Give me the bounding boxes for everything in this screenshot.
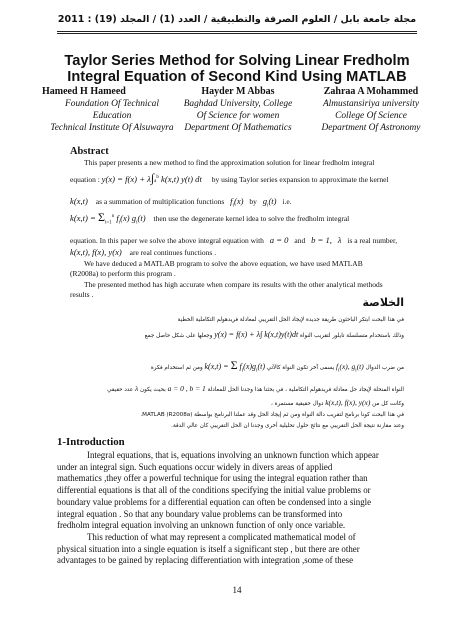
author-2	[176, 86, 300, 134]
arabic-text: ومن ثم استخدام فكرة	[150, 365, 203, 371]
author-affiliation: Foundation Of Technical	[65, 99, 159, 109]
arabic-text: النواة المنحلة لإيجاد حل معادلة فريدهولم التكاملية ، في بحثنا هذا وجدنا الحل للمعادلة	[207, 387, 404, 393]
author-name: Zahraa A Mohammed	[323, 86, 419, 97]
a-equals-0: a = 0	[269, 235, 289, 245]
intro-line: under an integral sign. Such equations occur widely in divers areas of applied	[57, 461, 333, 472]
author-affiliation: Department Of Mathematics	[184, 123, 292, 133]
kernel-sum-equation: $k(x,t) = \Sigma_{i=1}^n$ $f_i(x)$ $g_i(t)$	[70, 210, 146, 226]
arabic-line: في هذا البحث كونا برنامج لتقريب دالة النواة ومن ثم إيجاد الحل وقد عملنا البرنامج بواسطة MATLAB (R2008a).	[140, 412, 404, 418]
intro-line: advantages to be gained by replacing differentiation with integration ,some of these	[57, 555, 354, 566]
header-rule-2	[57, 33, 417, 34]
arabic-equation: y(x) = f(x) + λ∫ k(x,t)y(t)dt	[214, 330, 299, 339]
arabic-text: من ضرب الدوال	[365, 365, 404, 371]
intro-line: integral equation . So that any boundary value problems can be transformed into	[57, 508, 343, 519]
journal-header: مجلة جامعة بابل / العلوم الصرفة والتطبيقية / العدد (1) / المجلد (19) : 2011	[57, 14, 417, 25]
arabic-line	[70, 384, 404, 393]
header-rule	[57, 31, 417, 32]
abstract-text: by using Taylor series expansion to approximate the kernel	[211, 175, 389, 184]
arabic-text: بحيث يكون	[140, 387, 166, 393]
arabic-line: في هذا البحث ابتكر الباحثون طريقة جديدة لإيجاد الحل التقريبي لمعادلة فريدهولم التكاملية الخطية	[177, 317, 404, 323]
abstract-text: and	[294, 236, 306, 245]
arabic-kernel-sum: k(x,t) = Σ $f_i(x)g_i(t)$	[204, 358, 266, 374]
intro-line: This reduction of what may represent a complicated mathematical model of	[87, 531, 356, 542]
abstract-text: equation :	[70, 175, 100, 184]
abstract-line: The presented method has high accurate when compare its results with the other analytical methods	[84, 280, 383, 289]
abstract-text: as a summation of multiplication functions	[95, 197, 225, 206]
arabic-line	[70, 398, 404, 407]
intro-line: Integral equations, that is, equations involving an unknown function which appear	[87, 450, 379, 460]
author-affiliation: Education	[92, 111, 132, 121]
author-affiliation: Almustansiriya university	[322, 99, 420, 109]
author-affiliation: Technical Institute Of Alsuwayra	[50, 123, 174, 133]
abstract-line: results .	[70, 290, 94, 299]
author-3	[305, 86, 437, 134]
intro-line: physical situation into a single equation is itself a significant step , but there are other	[57, 543, 360, 554]
arabic-heading: الخلاصة	[362, 296, 404, 309]
abstract-text: by	[249, 197, 257, 206]
author-name: Hayder M Abbas	[201, 86, 275, 97]
author-affiliation: Department Of Astronomy	[321, 123, 421, 133]
paper-title-line1: Taylor Series Method for Solving Linear Fredholm	[64, 53, 410, 69]
abstract-line	[70, 247, 216, 259]
arabic-ab: a = 0 , b = 1	[167, 384, 206, 393]
arabic-text: يسمى آخر تكون النواة كالآتي	[266, 365, 335, 371]
intro-heading: 1-Introduction	[57, 436, 125, 448]
abstract-equation-row	[70, 173, 420, 188]
arabic-line	[70, 358, 404, 374]
arabic-line: وعند مقارنة نتيجة الحل التقريبي مع نتائج حلول تحليلية أخرى وجدنا ان الحل التقريبي كان عالي الدقة.	[171, 423, 404, 429]
intro-line: mathematics ,they offer a powerful technique for using the integral equation rather than	[57, 473, 368, 484]
abstract-text: equation. In this paper we solve the above integral equation with	[70, 236, 264, 245]
abstract-text: are real continues functions .	[129, 248, 217, 257]
function-list: k(x,t), f(x), y(x)	[70, 247, 122, 257]
f-i-symbol: $f_i(x)$	[230, 196, 244, 209]
intro-line: differential equations is that all of the conditions specifying the initial value problems or	[57, 485, 371, 496]
arabic-text: وذلك باستخدام متسلسلة تايلور لتقريب النواة	[299, 333, 404, 339]
arabic-text: دوال حقيقية مستمرة ،	[271, 401, 324, 407]
abstract-line	[70, 235, 397, 247]
g-i-symbol: $g_i(t)$	[262, 196, 277, 209]
fredholm-equation: $y(x) = f(x) + \lambda\int a^b$ k(x,t) y(t) dt	[101, 171, 202, 185]
arabic-text: عدد حقيقي	[107, 387, 134, 393]
intro-line: boundary value problems for a differential equation can often be condensed into a single	[57, 496, 372, 507]
kernel-symbol: k(x,t)	[70, 196, 88, 206]
paper-title-line2: Integral Equation of Second Kind Using MATLAB	[67, 69, 407, 85]
abstract-line: (R2008a) to perform this program .	[70, 269, 176, 278]
arabic-line	[70, 330, 404, 339]
abstract-sum-row	[70, 212, 349, 229]
lambda-symbol: λ	[337, 235, 342, 245]
abstract-text: then use the degenerate kernel idea to solve the fredholm integral	[153, 214, 350, 223]
arabic-f-g: $f_i(x)$, $g_i(t)$	[335, 362, 364, 374]
arabic-text: وكانت كل من	[372, 401, 404, 407]
author-name: Hameed H Hameed	[42, 86, 126, 97]
intro-line: fredholm integral equation involving an unknown function of only once variable.	[57, 520, 346, 531]
arabic-lambda: λ	[134, 384, 139, 393]
intro-body	[57, 450, 417, 567]
b-equals-1: b = 1,	[311, 235, 332, 245]
abstract-text: is a real number,	[347, 236, 398, 245]
author-affiliation: Of Science for women	[196, 111, 280, 121]
author-1	[42, 86, 182, 134]
author-affiliation: College Of Science	[335, 111, 407, 121]
abstract-line: We have deduced a MATLAB program to solve the above equation, we have used MATLAB	[84, 259, 363, 268]
abstract-heading: Abstract	[70, 146, 109, 157]
author-affiliation: Baghdad University, College	[183, 99, 293, 109]
page-number: 14	[232, 585, 242, 595]
abstract-line: This paper presents a new method to find the approximation solution for linear fredholm integral	[84, 158, 375, 167]
arabic-functions: k(x,t), f(x), y(x)	[325, 398, 371, 407]
abstract-text: i.e.	[282, 197, 292, 206]
arabic-text: وجعلها على شكل حاصل جمع	[144, 333, 213, 339]
